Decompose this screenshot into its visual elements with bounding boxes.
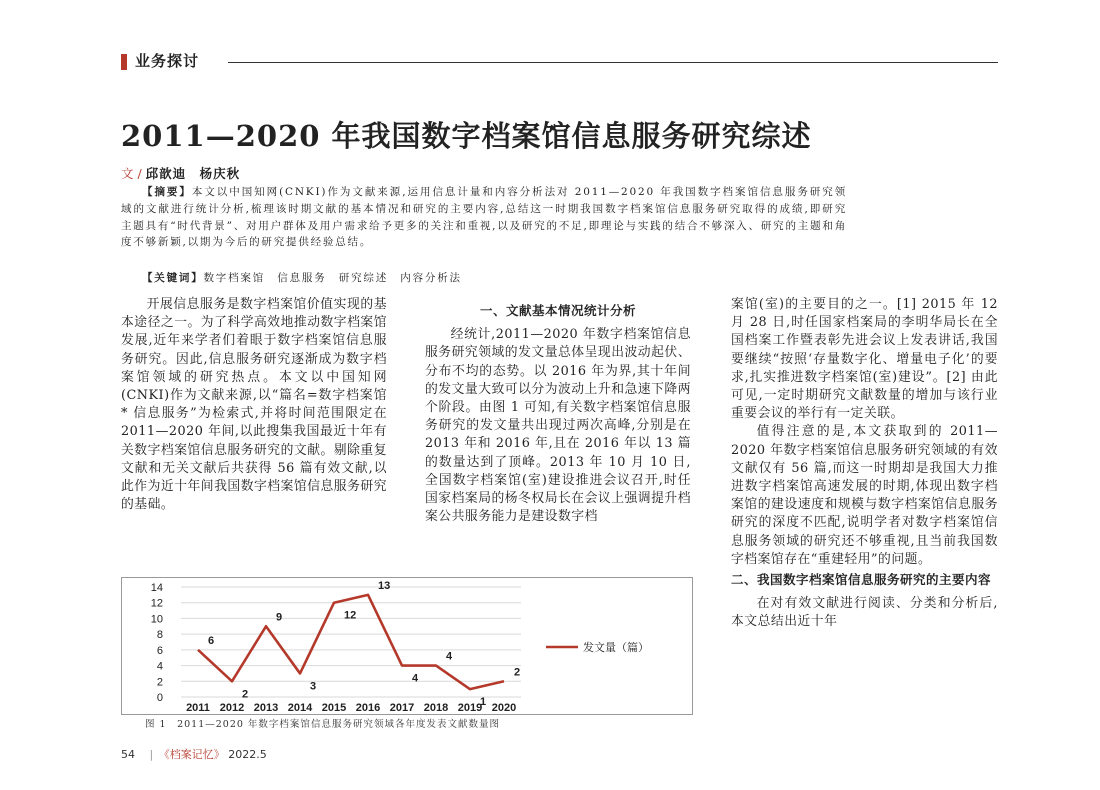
continued-paragraph: 案馆(室)的主要目的之一。[1] 2015 年 12 月 28 日,时任国家档案局的李明华局长在全国档案工作暨表彰先进会议上发表讲话,我国要继续“按照‘存量数字化、增量电子化’的要求,扎实推进数字档案馆(室)建设”。[2] 由此可见,一定时期研究文献数量的增加与该行业重要会议的举行有一定关联。 bbox=[731, 297, 998, 422]
y-tick-label: 0 bbox=[156, 692, 163, 704]
abstract-label: 【摘要】 bbox=[142, 186, 192, 198]
journal-name: 《档案记忆》 bbox=[164, 748, 225, 761]
keywords bbox=[121, 270, 847, 285]
data-label: 12 bbox=[344, 609, 357, 622]
column-1 bbox=[121, 296, 387, 514]
byline bbox=[121, 164, 240, 182]
section-heading-1: 一、文献基本情况统计分析 bbox=[479, 303, 636, 318]
y-tick-label: 2 bbox=[156, 676, 163, 689]
y-tick-label: 10 bbox=[150, 613, 163, 626]
data-label: 2 bbox=[514, 666, 521, 679]
data-label: 4 bbox=[412, 672, 419, 685]
data-label: 4 bbox=[446, 650, 453, 663]
intro-paragraph: 开展信息服务是数字档案馆价值实现的基本途径之一。为了科学高效地推动数字档案馆发展,近年来学者们着眼于数字档案馆信息服务研究。因此,信息服务研究逐渐成为数字档案馆领域的研究热点。本文以中国知网(CNKI)作为文献来源,以“篇名=数字档案馆 * 信息服务”为检索式,并将时间范围限定在 2011—2020 年间,以此搜集我国最近十年有关数字档案馆信息服务研究的文献。剔除重复文献和无关文献后共获得 56 篇有效文献,以此作为近十年间我国数字档案馆信息服务研究的基础。 bbox=[121, 297, 387, 513]
section-marker bbox=[121, 54, 127, 70]
data-label: 3 bbox=[310, 680, 317, 693]
x-tick-label: 2013 bbox=[253, 702, 279, 714]
y-tick-label: 14 bbox=[150, 582, 163, 594]
y-tick-label: 4 bbox=[156, 660, 163, 673]
data-label: 2 bbox=[242, 688, 249, 701]
data-label: 9 bbox=[276, 611, 283, 624]
data-label: 6 bbox=[208, 634, 215, 647]
x-tick-label: 2014 bbox=[287, 702, 313, 714]
page-number: 54 bbox=[121, 748, 135, 761]
chart-caption: 图 1 2011—2020 年数字档案馆信息服务研究领域各年度发表文献数量图 bbox=[145, 719, 500, 730]
journal-issue: 2022.5 bbox=[228, 748, 267, 761]
x-tick-label: 2015 bbox=[321, 702, 347, 714]
stats-paragraph: 经统计,2011—2020 年数字档案馆信息服务研究领域的发文量总体呈现出波动起伏、分布不均的态势。以 2016 年为界,其十年间的发文量大致可以分为波动上升和急速下降两个阶段。由图 1 可知,有关数字档案馆信息服务研究的发文量共出现过两次高峰,分别是在 2013 年和 2016 年,且在 2016 年以 13 篇的数量达到了顶峰。2013 年 10 月 10 日,全国数字档案馆(室)建设推进会议召开,时任国家档案局的杨冬权局长在会议上强调提升档案公共服务能力是建设数字档 bbox=[425, 327, 691, 525]
y-tick-label: 12 bbox=[150, 597, 163, 610]
x-tick-label: 2011 bbox=[186, 702, 210, 714]
data-label: 13 bbox=[378, 579, 391, 592]
keywords-text: 数字档案馆 信息服务 研究综述 内容分析法 bbox=[203, 272, 462, 284]
x-tick-label: 2016 bbox=[355, 702, 381, 714]
y-tick-label: 6 bbox=[156, 644, 163, 657]
byline-prefix: 文 / bbox=[121, 166, 142, 181]
x-tick-label: 2017 bbox=[389, 702, 415, 714]
column-3 bbox=[731, 296, 998, 632]
publication-count-chart bbox=[121, 577, 693, 715]
legend-label: 发文量（篇） bbox=[583, 641, 649, 654]
x-tick-label: 2012 bbox=[219, 702, 245, 714]
x-tick-label: 2020 bbox=[491, 702, 517, 714]
section-divider bbox=[228, 62, 998, 63]
x-tick-label: 2019 bbox=[457, 702, 483, 714]
data-label: 1 bbox=[480, 696, 487, 709]
section-heading-2: 二、我国数字档案馆信息服务研究的主要内容 bbox=[731, 572, 992, 588]
abstract bbox=[121, 184, 847, 251]
x-tick-label: 2018 bbox=[423, 702, 449, 714]
page-footer: 54 | 《档案记忆》 2022.5 bbox=[121, 748, 267, 761]
column-2 bbox=[425, 296, 691, 526]
article-title: 2011—2020 年我国数字档案馆信息服务研究综述 bbox=[121, 119, 812, 153]
abstract-text: 本文以中国知网(CNKI)作为文献来源,运用信息计量和内容分析法对 2011—2020 年我国数字档案馆信息服务研究领域的文献进行统计分析,梳理该时期文献的基本情况和研究的主要内容,总结这一时期我国数字档案馆信息服务研究取得的成绩,即研究主题具有“时代背景”、对用户群体及用户需求给予更多的关注和重视,以及研究的不足,即理论与实践的结合不够深入、研究的主题和角度不够新颖,以期为今后的研究提供经验总结。 bbox=[121, 186, 848, 249]
content-paragraph: 在对有效文献进行阅读、分类和分析后,本文总结出近十年 bbox=[731, 596, 998, 630]
byline-authors: 邱歆迪 杨庆秋 bbox=[145, 166, 241, 181]
observation-paragraph: 值得注意的是,本文获取到的 2011—2020 年数字档案馆信息服务研究领域的有效文献仅有 56 篇,而这一时期却是我国大力推进数字档案馆高速发展的时期,体现出数字档案馆的建设速度和规模与数字档案馆信息服务研究的深度不匹配,说明学者对数字档案馆信息服务领域的研究还不够重视,且当前我国数字档案馆存在“重建轻用”的问题。 bbox=[731, 424, 998, 567]
keywords-label: 【关键词】 bbox=[142, 272, 204, 284]
section-label: 业务探讨 bbox=[135, 52, 200, 70]
y-tick-label: 8 bbox=[156, 629, 163, 642]
